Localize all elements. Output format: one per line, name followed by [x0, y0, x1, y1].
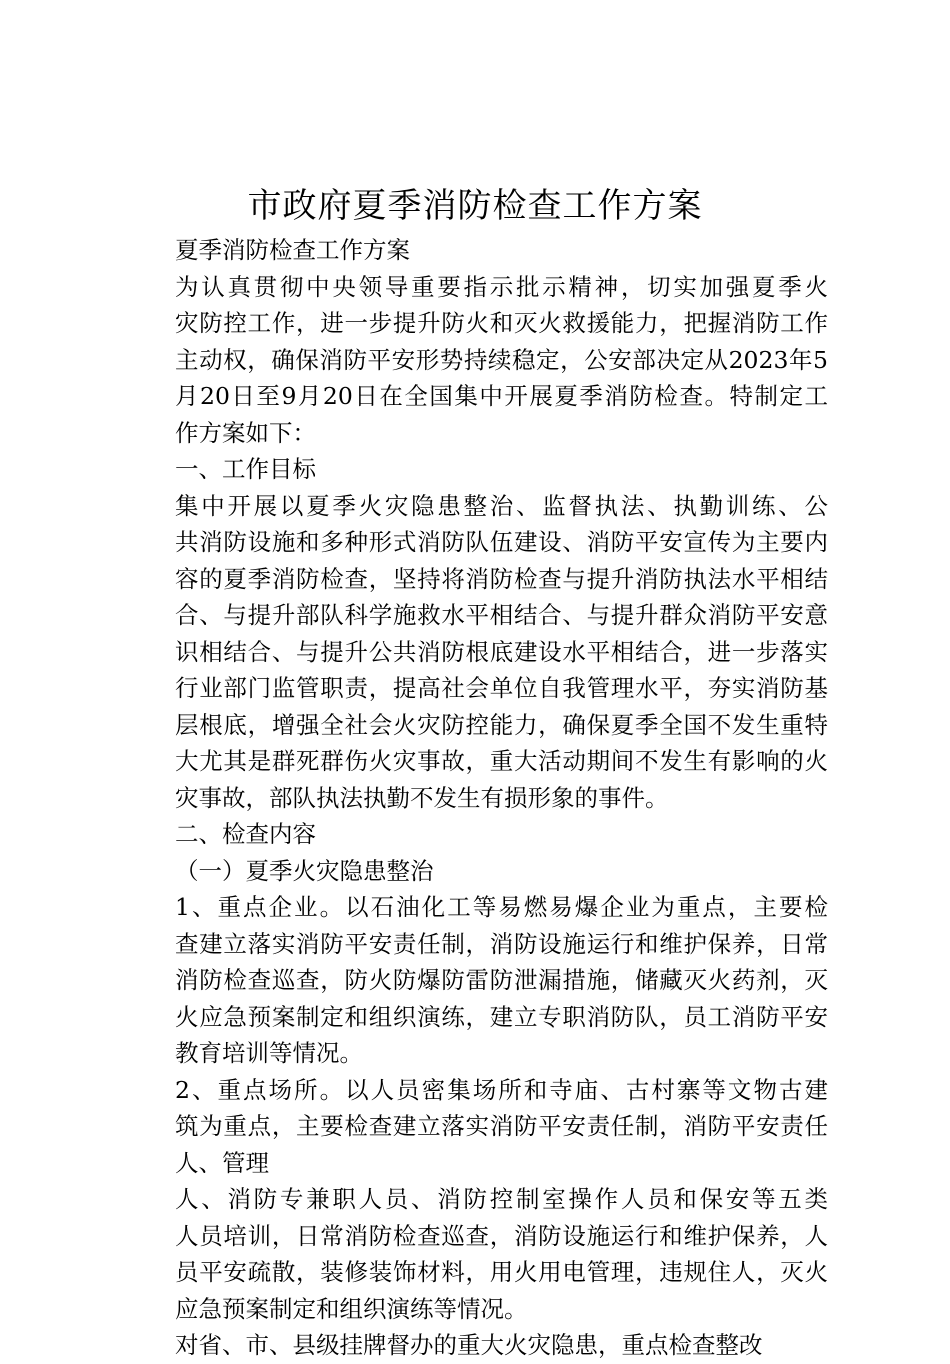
text-line: 对省、市、县级挂牌督办的重大火灾隐患，重点检查整改: [175, 1331, 763, 1359]
text-line: 容的夏季消防检查，坚持将消防检查与提升消防执法水平相结: [175, 564, 828, 593]
text-line: 灾防控工作，进一步提升防火和灭火救援能力，把握消防工作: [175, 309, 828, 337]
text-line: 集中开展以夏季火灾隐患整治、监督执法、执勤训练、公: [175, 491, 828, 520]
text-line: 大尤其是群死群伤火灾事故，重大活动期间不发生有影响的火: [175, 747, 828, 775]
text-line: 灾事故，部队执法执勤不发生有损形象的事件。: [175, 783, 669, 812]
paragraph: [128, 451, 828, 488]
text-line: （一）夏季火灾隐患整治: [175, 856, 434, 885]
paragraph: [128, 816, 828, 853]
paragraph: [128, 1072, 828, 1182]
text-line: 识相结合、与提升公共消防根底建设水平相结合，进一步落实: [175, 637, 828, 666]
text-line: 作方案如下：: [175, 418, 316, 447]
text-line: 共消防设施和多种形式消防队伍建设、消防平安宣传为主要内: [175, 528, 828, 556]
document-title: 市政府夏季消防检查工作方案: [247, 186, 703, 226]
text-line: 为认真贯彻中央领导重要指示批示精神，切实加强夏季火: [175, 272, 828, 301]
text-line: 查建立落实消防平安责任制，消防设施运行和维护保养，日常: [175, 929, 828, 958]
paragraph: [128, 232, 828, 269]
text-line: 层根底，增强全社会火灾防控能力，确保夏季全国不发生重特: [175, 710, 828, 739]
text-line: 筑为重点，主要检查建立落实消防平安责任制，消防平安责任: [175, 1112, 828, 1140]
paragraph: [128, 853, 828, 890]
text-line: 主动权，确保消防平安形势持续稳定，公安部决定从2023年5: [175, 345, 828, 374]
text-line: 1、重点企业。以石油化工等易燃易爆企业为重点，主要检: [175, 893, 828, 921]
paragraph: [128, 1181, 828, 1327]
text-line: 人员培训，日常消防检查巡查，消防设施运行和维护保养，人: [175, 1221, 828, 1250]
text-line: 员平安疏散，装修装饰材料，用火用电管理，违规住人，灭火: [175, 1258, 828, 1286]
text-line: 2、重点场所。以人员密集场所和寺庙、古村寨等文物古建: [175, 1075, 828, 1104]
text-line: 合、与提升部队科学施救水平相结合、与提升群众消防平安意: [175, 601, 828, 629]
text-line: 消防检查巡查，防火防爆防雷防泄漏措施，储藏灭火药剂，灭: [175, 966, 828, 994]
text-line: 行业部门监管职责，提高社会单位自我管理水平，夯实消防基: [175, 674, 828, 702]
paragraph: [128, 488, 828, 817]
text-line: 教育培训等情况。: [175, 1039, 363, 1067]
text-line: 月20日至9月20日在全国集中开展夏季消防检查。特制定工: [175, 382, 828, 410]
paragraph: [128, 269, 828, 452]
text-line: 人、消防专兼职人员、消防控制室操作人员和保安等五类: [175, 1185, 828, 1213]
text-line: 二、检查内容: [175, 820, 316, 848]
text-line: 一、工作目标: [175, 455, 316, 483]
text-line: 火应急预案制定和组织演练，建立专职消防队，员工消防平安: [175, 1002, 828, 1031]
text-line: 夏季消防检查工作方案: [175, 236, 410, 264]
paragraph: [128, 1327, 828, 1364]
document-body: [128, 232, 828, 1364]
text-line: 应急预案制定和组织演练等情况。: [175, 1294, 528, 1323]
paragraph: [128, 889, 828, 1072]
text-line: 人、管理: [175, 1148, 269, 1177]
